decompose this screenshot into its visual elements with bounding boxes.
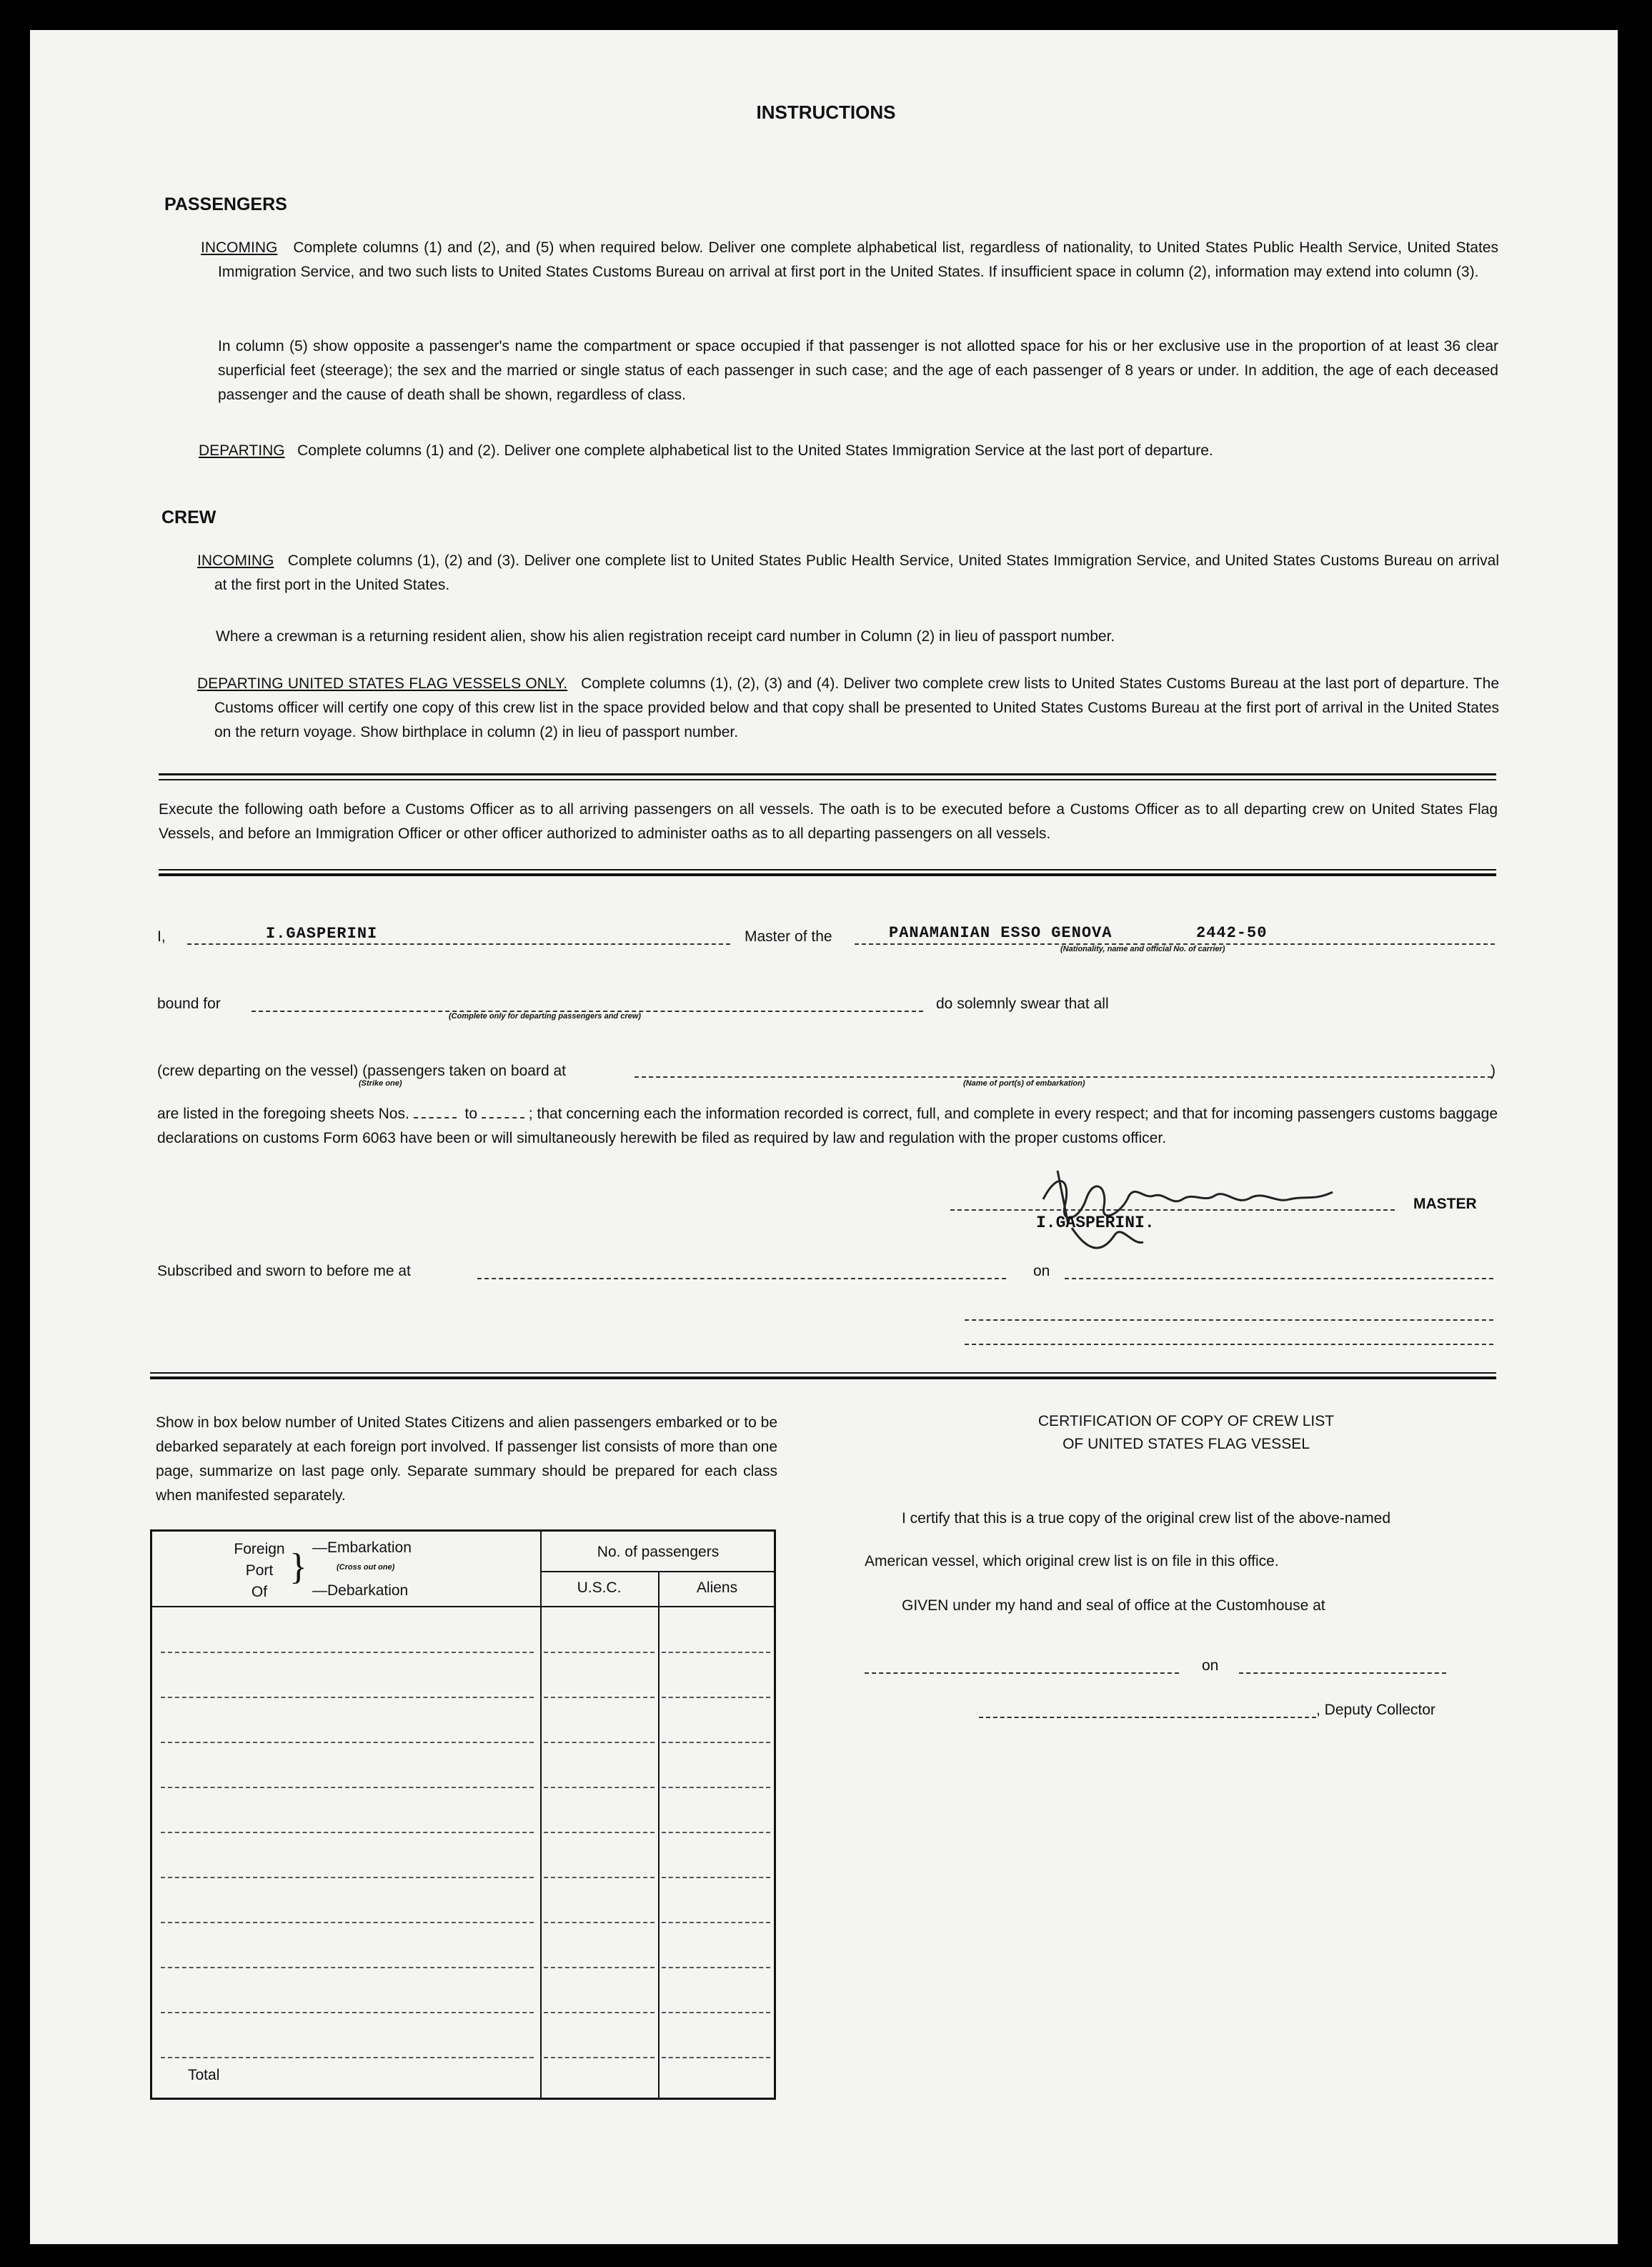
passenger-summary-table [150,1529,776,2100]
divider [150,1376,1496,1379]
divider [150,1372,1496,1374]
table-row-aliens-field[interactable] [662,1787,770,1788]
ports-caption: (Name of port(s) of embarkation) [963,1079,1085,1088]
sheet-to-field[interactable] [482,1117,524,1118]
table-row-aliens-field[interactable] [662,1832,770,1833]
divider [159,773,1496,775]
certification-title-line2: OF UNITED STATES FLAG VESSEL [1063,1436,1310,1452]
table-row-usc-field[interactable] [544,1652,655,1653]
sheet-from-field[interactable] [414,1117,457,1118]
ports-field[interactable] [635,1076,1492,1078]
table-row-port-field[interactable] [161,1967,534,1968]
oath-intro: Execute the following oath before a Customs Officer as to all arriving passengers on all vessels. The oath is to be executed before a Customs Officer as to all departing crew on United States Flag Vessels, and before an Immigration Officer or other officer authorized to administer oaths as to all departing passengers on all vessels. [159,801,1498,842]
crew-departing-text: (crew departing on the vessel) (passengers taken on board at [157,1063,566,1079]
subscribed-label: Subscribed and sworn to before me at [157,1263,411,1279]
usc-header: U.S.C. [577,1579,622,1596]
deputy-collector-signature-field[interactable] [979,1717,1316,1718]
master-name-stamp: I.GASPERINI. [1036,1214,1155,1232]
brace-icon: } [289,1547,307,1587]
embarkation-label: —Embarkation [312,1539,412,1556]
divider [159,873,1496,876]
debarkation-label: —Debarkation [312,1582,409,1599]
no-passengers-header: No. of passengers [597,1544,720,1560]
passengers-heading: PASSENGERS [164,194,287,214]
cross-out-caption: (Cross out one) [337,1563,395,1572]
table-row-usc-field[interactable] [544,1697,655,1698]
certification-date-field[interactable] [1239,1672,1446,1674]
bound-caption: (Complete only for departing passengers and crew) [449,1012,641,1021]
divider [159,779,1496,780]
master-label: MASTER [1413,1196,1477,1212]
crew-heading: CREW [161,507,217,527]
table-row-port-field[interactable] [161,1922,534,1923]
certification-title-line1: CERTIFICATION OF COPY OF CREW LIST [1038,1413,1335,1429]
vessel-caption: (Nationality, name and official No. of carrier) [1060,945,1225,953]
subscribed-place-field[interactable] [477,1278,1006,1279]
crew-incoming-text: Complete columns (1), (2) and (3). Deliver one complete list to United States Public Health Service, United States Immigration Service, and United States Customs Bureau on arrival at the first port in the United States. [214,552,1499,593]
row-divider [152,1606,774,1607]
table-row-usc-field[interactable] [544,1877,655,1878]
deputy-collector-label: , Deputy Collector [1316,1702,1435,1718]
table-row-port-field[interactable] [161,1787,534,1788]
listed-text: ; that concerning each the information recorded is correct, full, and complete in every respect; and that for incoming passengers customs baggage declarations on customs Form 6063 have been or will simultaneously herewith be filed as required by law and regulation with the proper customs officer. [157,1106,1498,1146]
officer-signature-line[interactable] [965,1319,1493,1321]
subscribed-date-field[interactable] [1065,1278,1493,1279]
table-row-aliens-field[interactable] [662,1652,770,1653]
passengers-departing-text: Complete columns (1) and (2). Deliver one complete alphabetical list to the United States Immigration Service at the last port of departure. [297,442,1213,459]
column-divider [658,1571,660,2098]
crew-departing-paragraph [197,672,1499,745]
aliens-header: Aliens [696,1579,738,1596]
officer-title-line[interactable] [965,1344,1493,1345]
listed-prefix: are listed in the foregoing sheets Nos. [157,1106,409,1122]
to-label: to [464,1106,477,1122]
total-label: Total [188,2067,220,2083]
customhouse-field[interactable] [865,1672,1179,1674]
table-row-usc-field[interactable] [544,1832,655,1833]
table-row-aliens-field[interactable] [662,2057,770,2058]
table-row-usc-field[interactable] [544,2057,655,2058]
certification-line1: I certify that this is a true copy of the original crew list of the above-named [902,1510,1390,1527]
table-row-usc-field[interactable] [544,1922,655,1923]
table-row-usc-field[interactable] [544,1967,655,1968]
master-name-field-line [187,943,730,945]
table-row-usc-field[interactable] [544,1787,655,1788]
table-row-aliens-field[interactable] [662,1877,770,1878]
summary-instructions: Show in box below number of United States Citizens and alien passengers embarked or to be debarked separately at each foreign port involved. If passenger list consists of more than one page, summarize on last page only. Separate summary should be prepared for each class when manifested separately. [156,1414,777,1504]
table-row-usc-field[interactable] [544,1742,655,1743]
passengers-departing-paragraph [199,439,1499,463]
foreign-label: Foreign [234,1541,285,1557]
table-row-port-field[interactable] [161,2057,534,2058]
swear-text: do solemnly swear that all [936,996,1109,1012]
listed-paragraph [157,1102,1498,1151]
page-title: INSTRUCTIONS [756,101,896,123]
subscribed-on-label: on [1033,1263,1050,1279]
master-of-label: Master of the [745,928,832,945]
table-row-port-field[interactable] [161,1697,534,1698]
strike-caption: (Strike one) [359,1079,402,1088]
crew-resident-paragraph: Where a crewman is a returning resident alien, show his alien registration receipt card number in Column (2) in lieu of passport number. [216,628,1115,645]
port-label: Port [245,1562,274,1579]
oath-i-label: I, [157,928,166,945]
passengers-column5-paragraph: In column (5) show opposite a passenger's name the compartment or space occupied if that passenger is not allotted space for his or her exclusive use in the proportion of at least 36 clear superficial feet (steerage); the sex and the married or single status of each passenger in such case; and the age of each passenger of 8 years or under. In addition, the age of each deceased passenger and the cause of death shall be shown, regardless of class. [218,338,1498,403]
crew-departing-label: DEPARTING UNITED STATES FLAG VESSELS ONLY. [197,675,568,692]
column-divider [540,1532,542,2098]
passengers-incoming-text: Complete columns (1) and (2), and (5) when required below. Deliver one complete alphabetical list, regardless of nationality, to United States Public Health Service, United States Immigration Service, and two such lists to United States Customs Bureau on arrival at first port in the United States. If insufficient space in column (2), information may extend into column (3). [218,239,1498,280]
crew-departing-text: Complete columns (1), (2), (3) and (4). Deliver two complete crew lists to United States Customs Bureau at the last port of departure. The Customs officer will certify one copy of this crew list in the space provided below and that copy shall be presented to United States Customs Bureau at the first port of arrival in the United States on the return voyage. Show birthplace in column (2) in lieu of passport number. [214,675,1499,740]
passengers-incoming-label: INCOMING [201,239,278,256]
table-row-aliens-field[interactable] [662,2012,770,2013]
master-name-field[interactable]: I.GASPERINI [266,925,378,943]
close-paren: ) [1491,1063,1496,1079]
official-number-field[interactable]: 2442-50 [1196,924,1268,942]
table-row-port-field[interactable] [161,1652,534,1653]
table-row-usc-field[interactable] [544,2012,655,2013]
table-row-port-field[interactable] [161,2012,534,2013]
table-row-port-field[interactable] [161,1742,534,1743]
table-row-aliens-field[interactable] [662,1922,770,1923]
table-row-aliens-field[interactable] [662,1742,770,1743]
crew-incoming-label: INCOMING [197,552,274,569]
table-row-aliens-field[interactable] [662,1697,770,1698]
certification-line2: American vessel, which original crew list is on file in this office. [865,1553,1279,1569]
crew-incoming-paragraph [197,549,1499,597]
bound-for-label: bound for [157,996,221,1012]
table-row-aliens-field[interactable] [662,1967,770,1968]
certification-on-label: on [1202,1657,1219,1674]
row-divider [540,1571,774,1572]
certification-line3: GIVEN under my hand and seal of office at the Customhouse at [902,1597,1325,1614]
vessel-field[interactable]: PANAMANIAN ESSO GENOVA [889,924,1113,942]
passengers-departing-label: DEPARTING [199,442,285,459]
of-label: Of [251,1584,268,1600]
passengers-incoming-paragraph [201,236,1498,284]
table-row-port-field[interactable] [161,1877,534,1878]
table-row-port-field[interactable] [161,1832,534,1833]
divider [159,869,1496,870]
